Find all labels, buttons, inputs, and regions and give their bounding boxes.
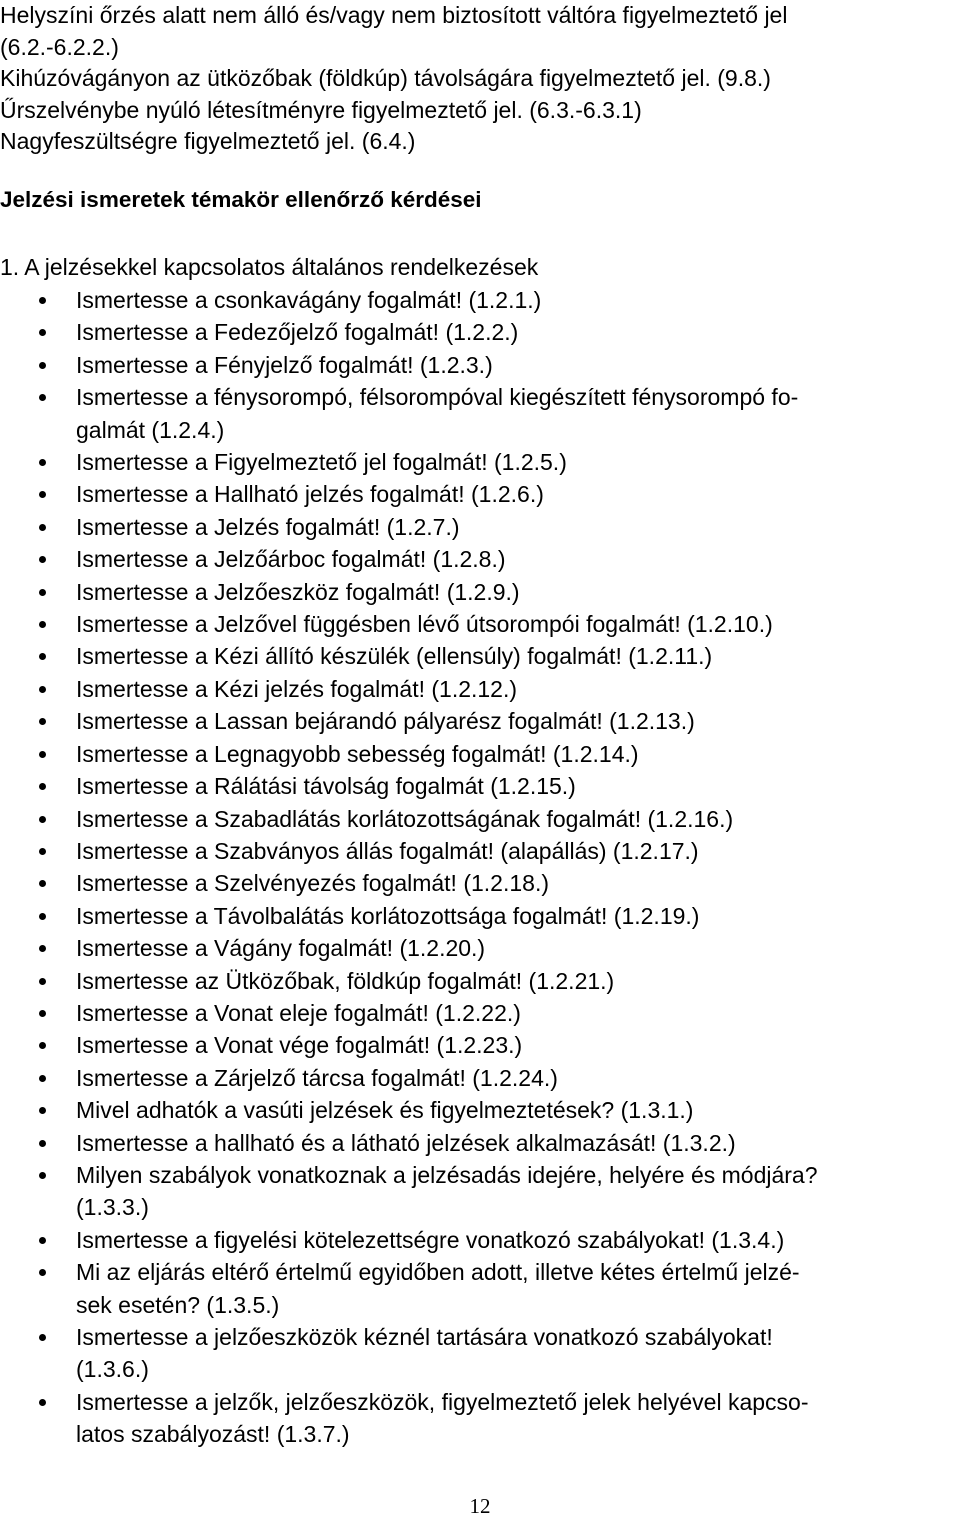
question-text-line: Ismertesse a Zárjelző tárcsa fogalmát! (1.2.24.)	[76, 1064, 558, 1091]
bullet-icon	[39, 880, 46, 887]
question-text-line: Ismertesse a csonkavágány fogalmát! (1.2.1.)	[76, 287, 542, 313]
question-text-line: Ismertesse a Fényjelző fogalmát! (1.2.3.)	[76, 351, 493, 378]
question-text-line: (1.3.3.)	[76, 1194, 149, 1221]
question-item	[0, 284, 950, 316]
question-text-line: Ismertesse a Rálátási távolság fogalmát (1.2.15.)	[76, 773, 576, 800]
bullet-icon	[39, 653, 46, 660]
bullet-icon	[39, 491, 46, 498]
bullet-icon	[39, 1334, 46, 1341]
bullet-icon	[39, 621, 46, 628]
bullet-icon	[39, 783, 46, 790]
bullet-icon	[39, 1010, 46, 1017]
bullet-icon	[39, 978, 46, 985]
question-item	[0, 478, 950, 510]
bullet-icon	[39, 394, 46, 401]
question-item	[0, 867, 950, 899]
question-item	[0, 543, 950, 575]
intro-line: Kihúzóvágányon az ütközőbak (földkúp) távolságára figyelmeztető jel. (9.8.)	[0, 65, 771, 91]
question-text-line: Mivel adhatók a vasúti jelzések és figyelmeztetések? (1.3.1.)	[76, 1097, 694, 1124]
question-item	[0, 738, 950, 770]
bullet-icon	[39, 913, 46, 920]
question-item	[0, 673, 950, 705]
question-text-line: Ismertesse a figyelési kötelezettségre vonatkozó szabályokat! (1.3.4.)	[76, 1226, 785, 1253]
question-item	[0, 900, 950, 932]
bullet-icon	[39, 362, 46, 369]
question-text-line: Ismertesse a Szabadlátás korlátozottságának fogalmát! (1.2.16.)	[76, 805, 734, 832]
question-item	[0, 1159, 950, 1224]
question-text-line: (1.3.6.)	[76, 1356, 149, 1383]
question-text-line: Ismertesse a Hallható jelzés fogalmát! (1.2.6.)	[76, 481, 544, 508]
intro-text	[0, 0, 950, 158]
question-text-line: Ismertesse a Jelzőárboc fogalmát! (1.2.8.)	[76, 546, 506, 573]
question-text-line: Ismertesse a Távolbalátás korlátozottsága fogalmát! (1.2.19.)	[76, 902, 700, 929]
question-item	[0, 511, 950, 543]
question-item	[0, 640, 950, 672]
question-item	[0, 576, 950, 608]
bullet-icon	[39, 1237, 46, 1244]
question-item	[0, 1256, 950, 1321]
subsection-title: 1. A jelzésekkel kapcsolatos általános rendelkezések	[0, 254, 539, 280]
question-item	[0, 349, 950, 381]
question-text-line: Ismertesse a Vonat vége fogalmát! (1.2.23.)	[76, 1032, 523, 1059]
question-text-line: Milyen szabályok vonatkoznak a jelzésadás idejére, helyére és módjára?	[76, 1161, 818, 1188]
question-text-line: Ismertesse a Lassan bejárandó pályarész fogalmát! (1.2.13.)	[76, 708, 695, 735]
intro-line: Helyszíni őrzés alatt nem álló és/vagy nem biztosított váltóra figyelmeztető jel	[0, 2, 788, 28]
bullet-icon	[39, 1075, 46, 1082]
section-title: Jelzési ismeretek témakör ellenőrző kérdései	[0, 187, 482, 212]
question-text-line: Ismertesse az Ütközőbak, földkúp fogalmát! (1.2.21.)	[76, 967, 615, 994]
question-item	[0, 446, 950, 478]
question-text-line: Ismertesse a Vonat eleje fogalmát! (1.2.22.)	[76, 999, 521, 1026]
bullet-icon	[39, 751, 46, 758]
question-item	[0, 1062, 950, 1094]
question-item	[0, 803, 950, 835]
question-text-line: Ismertesse a fénysorompó, félsorompóval kiegészített fénysorompó fo-	[76, 384, 799, 411]
question-text-line: Ismertesse a Jelzővel függésben lévő útsorompói fogalmát! (1.2.10.)	[76, 611, 773, 638]
question-text-line: latos szabályozást! (1.3.7.)	[76, 1421, 350, 1448]
question-item	[0, 1386, 950, 1451]
bullet-icon	[39, 297, 46, 304]
bullet-icon	[39, 1172, 46, 1179]
question-text-line: Ismertesse a jelzők, jelzőeszközök, figyelmeztető jelek helyével kapcso-	[76, 1388, 809, 1415]
intro-line: (6.2.-6.2.2.)	[0, 33, 119, 60]
question-text-line: Ismertesse a jelzőeszközök kéznél tartására vonatkozó szabályokat!	[76, 1324, 773, 1350]
bullet-icon	[39, 1399, 46, 1406]
question-item	[0, 997, 950, 1029]
page-number: 12	[469, 1494, 491, 1518]
bullet-icon	[39, 524, 46, 531]
question-text-line: Ismertesse a Jelzőeszköz fogalmát! (1.2.9.)	[76, 578, 520, 605]
question-text-line: sek esetén? (1.3.5.)	[76, 1291, 280, 1318]
question-text-line: Ismertesse a Legnagyobb sebesség fogalmát! (1.2.14.)	[76, 740, 639, 767]
question-item	[0, 932, 950, 964]
question-item	[0, 835, 950, 867]
intro-line: Űrszelvénybe nyúló létesítményre figyelmeztető jel. (6.3.-6.3.1)	[0, 96, 642, 123]
bullet-icon	[39, 945, 46, 952]
question-text-line: Ismertesse a Vágány fogalmát! (1.2.20.)	[76, 935, 486, 962]
intro-line: Nagyfeszültségre figyelmeztető jel. (6.4.)	[0, 128, 416, 154]
question-item	[0, 608, 950, 640]
question-item	[0, 965, 950, 997]
question-text-line: Ismertesse a hallható és a látható jelzések alkalmazását! (1.3.2.)	[76, 1129, 736, 1156]
question-item	[0, 1224, 950, 1256]
question-text-line: Ismertesse a Szabványos állás fogalmát! (alapállás) (1.2.17.)	[76, 837, 699, 864]
bullet-icon	[39, 1269, 46, 1276]
question-text-line: Ismertesse a Fedezőjelző fogalmát! (1.2.2.)	[76, 319, 519, 346]
question-text-line: Ismertesse a Kézi jelzés fogalmát! (1.2.12.)	[76, 675, 518, 702]
question-text-line: Ismertesse a Figyelmeztető jel fogalmát! (1.2.5.)	[76, 449, 567, 476]
question-list	[0, 284, 950, 1451]
question-item	[0, 1094, 950, 1126]
question-text-line: Mi az eljárás eltérő értelmű egyidőben adott, illetve kétes értelmű jelzé-	[76, 1259, 800, 1286]
bullet-icon	[39, 1107, 46, 1114]
bullet-icon	[39, 459, 46, 466]
question-text-line: galmát (1.2.4.)	[76, 416, 225, 443]
bullet-icon	[39, 686, 46, 693]
question-item	[0, 1321, 950, 1386]
bullet-icon	[39, 556, 46, 563]
bullet-icon	[39, 718, 46, 725]
bullet-icon	[39, 589, 46, 596]
bullet-icon	[39, 816, 46, 823]
question-text-line: Ismertesse a Jelzés fogalmát! (1.2.7.)	[76, 513, 460, 540]
question-text-line: Ismertesse a Kézi állító készülék (ellensúly) fogalmát! (1.2.11.)	[76, 643, 713, 670]
question-item	[0, 705, 950, 737]
question-item	[0, 381, 950, 446]
question-item	[0, 770, 950, 802]
bullet-icon	[39, 1140, 46, 1147]
question-text-line: Ismertesse a Szelvényezés fogalmát! (1.2.18.)	[76, 870, 549, 897]
question-item	[0, 1127, 950, 1159]
question-item	[0, 316, 950, 348]
bullet-icon	[39, 329, 46, 336]
bullet-icon	[39, 848, 46, 855]
question-item	[0, 1029, 950, 1061]
bullet-icon	[39, 1042, 46, 1049]
